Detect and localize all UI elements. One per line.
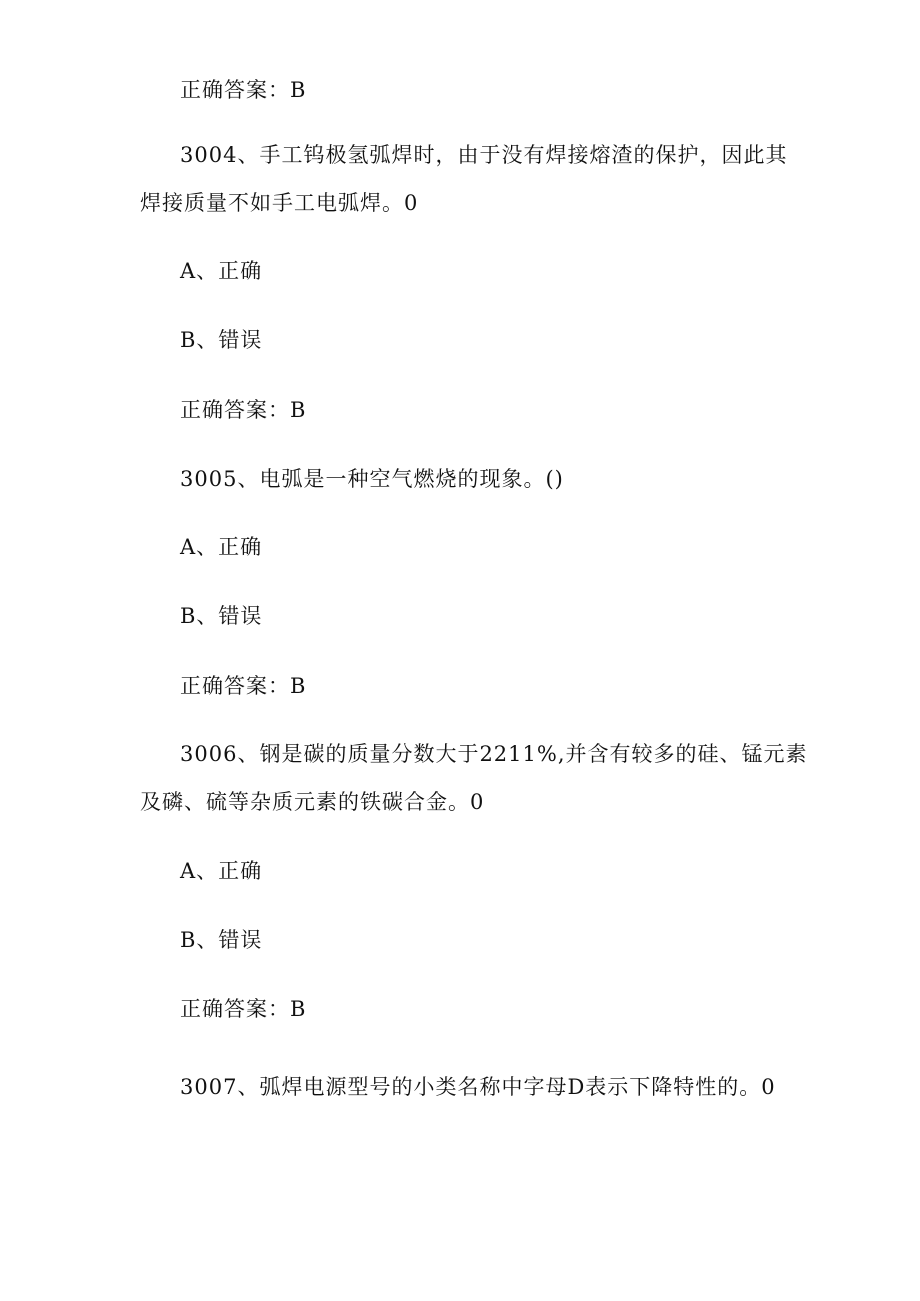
option-a: A、正确 [180, 859, 263, 883]
option-b: B、错误 [180, 604, 263, 628]
question-text-continued: 及磷、硫等杂质元素的铁碳合金。0 [140, 790, 485, 814]
question-text: 3004、手工钨极氢弧焊时，由于没有焊接熔渣的保护，因此其 [180, 143, 788, 167]
correct-answer: 正确答案：B [180, 997, 307, 1021]
correct-answer: 正确答案：B [180, 674, 307, 698]
correct-answer: 正确答案：B [180, 398, 307, 422]
option-b: B、错误 [180, 328, 263, 352]
option-a: A、正确 [180, 259, 263, 283]
question-text: 3005、电弧是一种空气燃烧的现象。() [180, 467, 564, 491]
question-text: 3007、弧焊电源型号的小类名称中字母D表示下降特性的。0 [180, 1075, 776, 1099]
correct-answer: 正确答案：B [180, 78, 307, 102]
question-text-continued: 焊接质量不如手工电弧焊。0 [140, 191, 419, 215]
option-b: B、错误 [180, 928, 263, 952]
option-a: A、正确 [180, 535, 263, 559]
question-text: 3006、钢是碳的质量分数大于2211%,并含有较多的硅、锰元素 [180, 742, 808, 766]
